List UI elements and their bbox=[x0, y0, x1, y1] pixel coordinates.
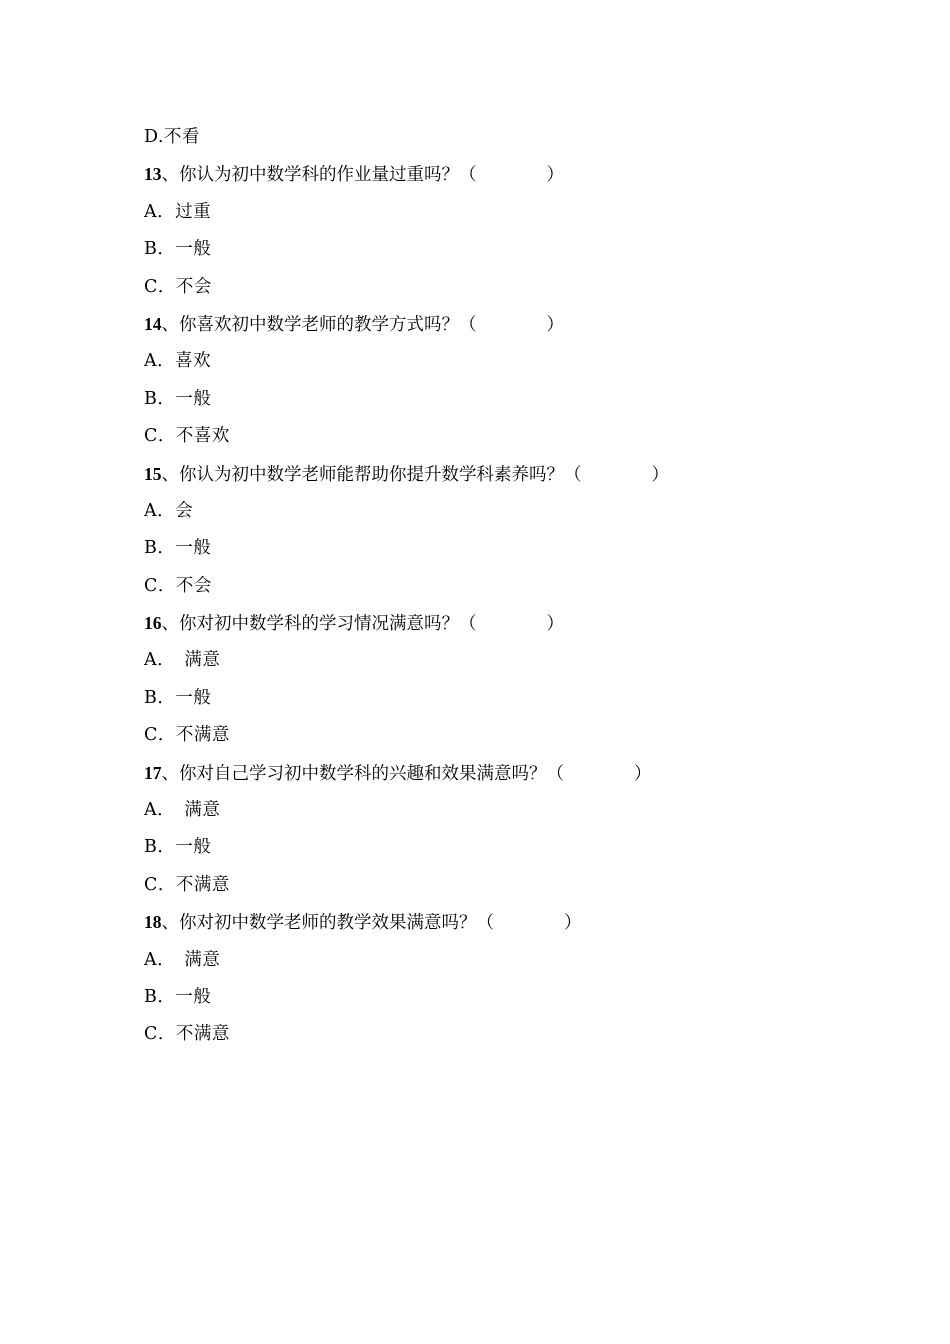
option-line: A． 满意 bbox=[144, 650, 221, 671]
option-line: C．不满意 bbox=[144, 1024, 230, 1045]
option-line: B．一般 bbox=[144, 239, 212, 260]
option-line: C．不满意 bbox=[144, 725, 230, 746]
option-line: C．不会 bbox=[144, 276, 212, 297]
option-line: A．喜欢 bbox=[144, 351, 212, 372]
option-line: C．不会 bbox=[144, 575, 212, 596]
question-number: 18 bbox=[144, 912, 162, 933]
option-line: B．一般 bbox=[144, 538, 212, 559]
question-text: 、你对自己学习初中数学科的兴趣和效果满意吗？（ ） bbox=[161, 763, 652, 784]
question-number: 14 bbox=[144, 313, 162, 334]
option-line: B．一般 bbox=[144, 687, 212, 708]
option-line: B．一般 bbox=[144, 388, 212, 409]
question-number: 17 bbox=[144, 762, 162, 783]
option-line: B．一般 bbox=[144, 837, 212, 858]
option-line: A．会 bbox=[144, 500, 194, 521]
question-text: 、你认为初中数学老师能帮助你提升数学科素养吗？（ ） bbox=[161, 464, 669, 485]
question-number: 16 bbox=[144, 613, 162, 634]
questionnaire bbox=[144, 124, 844, 1059]
question-15 bbox=[144, 461, 844, 498]
question-14 bbox=[144, 311, 844, 348]
option-line: A． 满意 bbox=[144, 800, 221, 821]
question-16 bbox=[144, 610, 844, 647]
option-line: A． 满意 bbox=[144, 949, 221, 970]
option-line: C．不满意 bbox=[144, 874, 230, 895]
question-text: 、你对初中数学科的学习情况满意吗？（ ） bbox=[161, 614, 564, 635]
option-line: A．过重 bbox=[144, 201, 212, 222]
question-number: 13 bbox=[144, 164, 162, 185]
question-text: 、你喜欢初中数学老师的教学方式吗？（ ） bbox=[161, 314, 564, 335]
option-line: B．一般 bbox=[144, 986, 212, 1007]
option-line: D.不看 bbox=[144, 127, 200, 147]
question-18 bbox=[144, 909, 844, 946]
question-17 bbox=[144, 760, 844, 797]
question-text: 、你对初中数学老师的教学效果满意吗？（ ） bbox=[161, 913, 582, 934]
question-text: 、你认为初中数学科的作业量过重吗？（ ） bbox=[161, 165, 564, 186]
question-number: 15 bbox=[144, 463, 162, 484]
option-line: C．不喜欢 bbox=[144, 426, 230, 447]
question-13 bbox=[144, 161, 844, 198]
